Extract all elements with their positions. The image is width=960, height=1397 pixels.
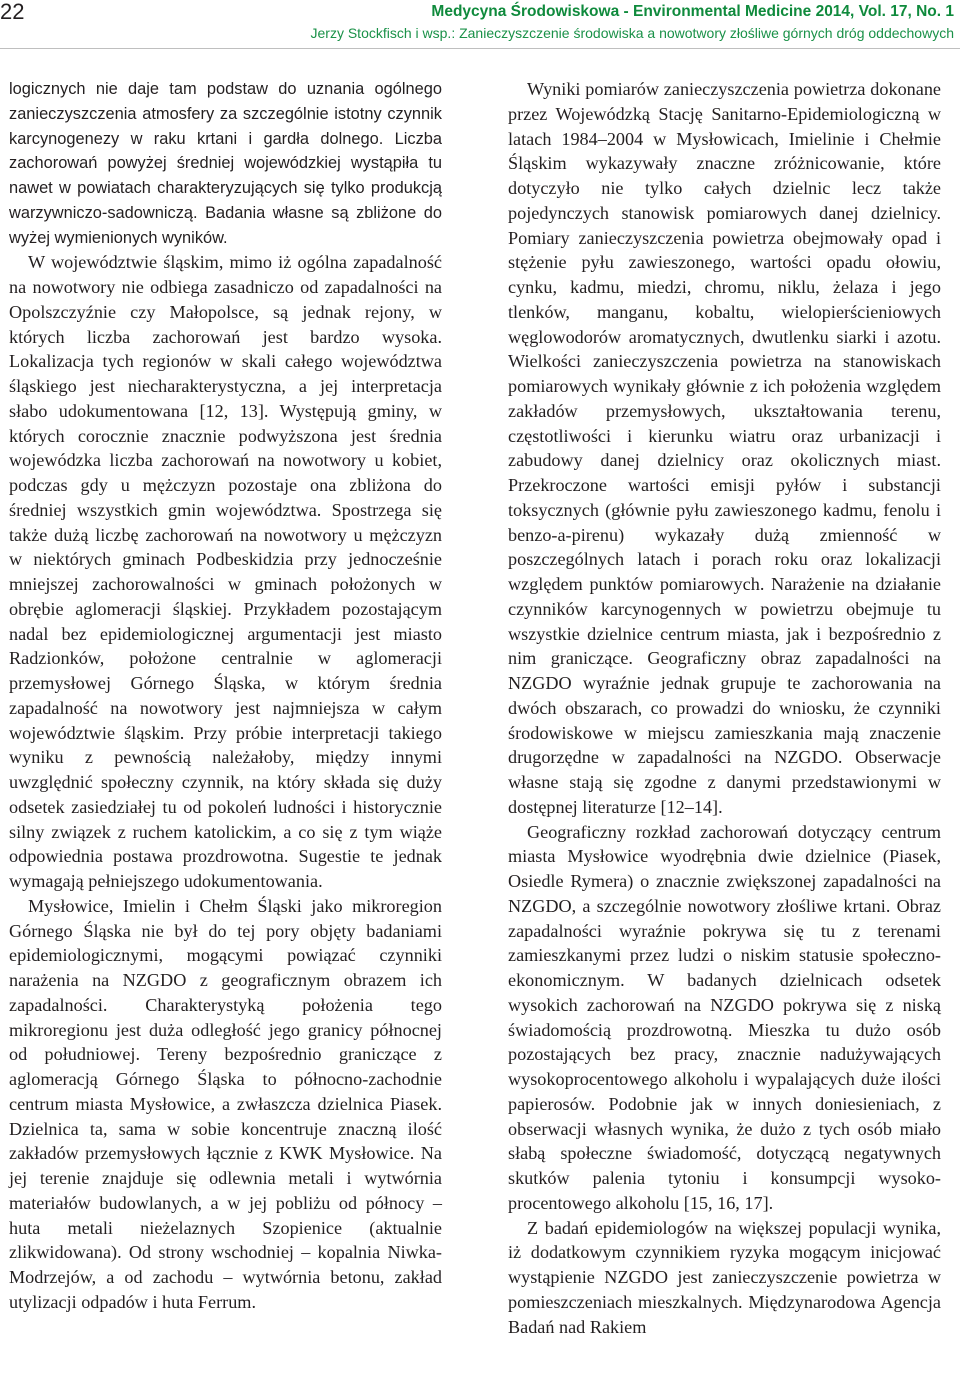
left-paragraph-3: Mysłowice, Imielin i Chełm Śląski jako mikroregion Górnego Śląska nie był do tej pory objęty badaniami epidemiologicznymi, mogącymi powiązać czynniki narażenia na NZGDO z geograficznym obrazem ich zapadalności. Charakterystyką położenia tego mikroregionu jest duża odległość jego granicy północnej od południowej. Tereny bezpośrednio graniczące z aglomeracją Górnego Śląska to północno-zachodnie centrum miasta Mysłowice, a zwłaszcza dzielnica Piasek. Dzielnica ta, sama w sobie koncentruje znaczną ilość zakładów przemysłowych łącznie z KWK Mysłowice. Na jej terenie znajduje się odlewnia metali i wytwórnia materiałów budowlanych, a w jej pobliżu od północy – huta metali nieżelaznych Szopienice (aktualnie zlikwidowana). Od strony wschodniej – kopalnia Niwka-Modrzejów, a od zachodu – wytwórnia betonu, zakład utylizacji odpadów i huta Ferrum. — [9, 895, 442, 1312]
right-column — [508, 77, 941, 1339]
right-paragraph-1: Wyniki pomiarów zanieczyszczenia powietrza dokonane przez Wojewódzką Stację Sanitarno-Epidemiologiczną w latach 1984–2004 w Mysłowicach, Imielinie i Chełmie Śląskim wykazywały znaczne zróżnicowanie, które dotyczyło nie tylko całych dzielnic lecz także pojedynczych stanowisk pomiarowych danej dzielnicy. Pomiary zanieczyszczenia powietrza obejmowały opad i stężenie pyłu zawieszonego, wartości opadu ołowiu, cynku, kadmu, miedzi, chromu, niklu, żelaza i jego tlenków, manganu, kobaltu, wielopierścieniowych węglowodorów aromatycznych, dwutlenku siarki i azotu. Wielkości zanieczyszczenia powietrza na stanowiskach pomiarowych wynikały głównie z ich położenia względem zakładów przemysłowych, ukształtowania terenu, częstotliwości i kierunku wiatru oraz urbanizacji i zabudowy danej dzielnicy oraz okolicznych miast. Przekroczone wartości emisji pyłów i substancji toksycznych (głównie pyłu zawieszonego kadmu, fenolu i benzo-a-pirenu) wykazały dużą zmienność w poszczególnych latach i porach roku oraz lokalizacji względem punktów pomiarowych. Narażenie na działanie czynników karcynogennych w powietrzu obejmuje tu wszystkie dzielnice centrum miasta, jak i bezpośrednio z nim graniczące. Geograficzny obraz zapadalności na NZGDO wyraźnie jednak grupuje te zachorowania na dwóch obszarach, co prowadzi do wniosku, że czynniki środowiskowe w miejscu zamieszkania mają znaczenie drugorzędne w zapadalności na NZGDO. Obserwacje własne stają się zgodne z danymi przedstawionymi w dostępnej literaturze [12–14]. — [508, 79, 941, 817]
left-paragraph-1: logicznych nie daje tam podstaw do uznania ogólnego zanieczyszczenia atmosfery za szczególnie istotny czynnik karcynogenezy w raku krtani i gardła dolnego. Liczba zachorowań powyżej średniej wojewódzkiej wystąpiła tu nawet w powiatach charakteryzujących się tylko produkcją warzywniczo-sadowniczą. Badania własne są zbliżone do wyżej wymienionych wyników. — [9, 80, 442, 247]
journal-title: Medycyna Środowiskowa - Environmental Medicine 2014, Vol. 17, No. 1 — [431, 3, 954, 20]
left-column — [9, 77, 442, 1315]
running-header: Jerzy Stockfisch i wsp.: Zanieczyszczenie środowiska a nowotwory złośliwe górnych dróg oddechowych — [310, 25, 954, 41]
right-paragraph-2: Geograficzny rozkład zachorowań dotyczący centrum miasta Mysłowice wyodrębnia dwie dzielnice (Piasek, Osiedle Rymera) o znacznie zwiększonej zapadalności na NZGDO, a szczególnie nowotwory złośliwe krtani. Obraz zapadalności wyraźnie pokrywa się tu z terenami zamieszkanymi przez ludzi o niskim statusie społeczno-ekonomicznym. W badanych dzielnicach odsetek wysokich zachorowań na NZGDO pokrywa się z niską świadomością prozdrowotną. Mieszka tu dużo osób pozostających bez pracy, znacznie nadużywających wysokoprocentowego alkoholu i wypalających duże ilości papierosów. Podobnie jak w innych doniesieniach, z obserwacji własnych wynika, że dużo z tych osób miało słabą społeczne świadomość, dotyczącą negatywnych skutków palenia tytoniu i konsumpcji wysoko-procentowego alkoholu [15, 16, 17]. — [508, 821, 941, 1213]
left-paragraph-2: W województwie śląskim, mimo iż ogólna zapadalność na nowotwory nie odbiega zasadniczo od zapadalności na Opolszczyźnie czy Małopolsce, są jednak rejony, w których liczba zachorowań jest bardzo wysoka. Lokalizacja tych regionów w skali całego województwa śląskiego jest niecharakterystyczna, a jej interpretacja słabo udokumentowana [12, 13]. Występują gminy, w których corocznie znacznie podwyższona jest średnia wojewódzka liczba zachorowań na nowotwory u kobiet, podczas gdy u mężczyzn pozostaje ona zbliżona do średniej wszystkich gmin województwa. Spostrzega się także dużą liczbę zachorowań na nowotwory u mężczyzn w niektórych gminach Podbeskidzia przy jednocześnie mniejszej zachorowalności w gminach położonych w obrębie aglomeracji śląskiej. Przykładem pozostającym nadal bez epidemiologicznej argumentacji jest miasto Radzionków, położone centralnie w aglomeracji przemysłowej Górnego Śląska, w którym średnia zapadalność na nowotwory jest najmniejsza w całym województwie śląskim. Przy próbie interpretacji takiego wyniku z pewnością należałoby, między innymi uwzględnić społeczny czynnik, na który składa się duży odsetek zasiedziałej tu od pokoleń ludności i historycznie silny związek z ruchem katolickim, a co się z tym wiąże odpowiednia postawa prozdrowotna. Sugestie te jednak wymagają pełniejszego udokumentowania. — [9, 252, 442, 891]
page-number: 22 — [0, 0, 25, 24]
right-paragraph-3: Z badań epidemiologów na większej populacji wynika, iż dodatkowym czynnikiem ryzyka mogącym inicjować wystąpienie NZGDO jest zanieczyszczenie powietrza w pomieszczeniach mieszkalnych. Międzynarodowa Agencja Badań nad Rakiem — [508, 1217, 941, 1337]
header-rule — [0, 48, 960, 49]
